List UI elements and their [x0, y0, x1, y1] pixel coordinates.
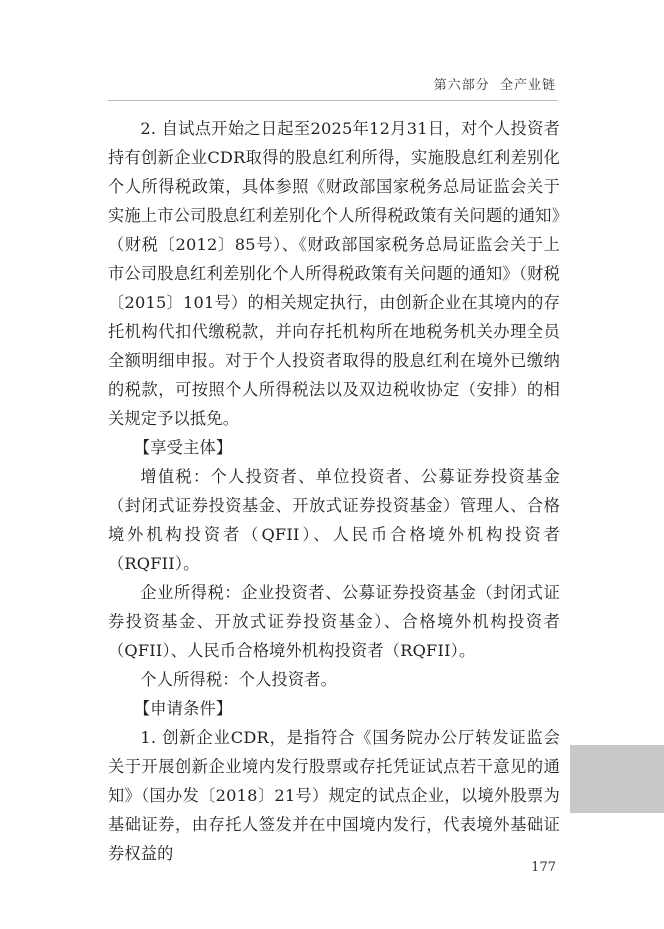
paragraph-corporate-tax: 企业所得税：企业投资者、公募证券投资基金（封闭式证券投资基金、开放式证券投资基金）、合格境外机构投资者（QFII）、人民币合格境外机构投资者（RQFII）。 [108, 583, 560, 660]
header-title: 全产业链 [499, 78, 556, 93]
paragraph-vat: 增值税：个人投资者、单位投资者、公募证券投资基金（封闭式证券投资基金、开放式证券投资基金）管理人、合格境外机构投资者（QFII）、人民币合格境外机构投资者（RQFII）。 [108, 467, 560, 573]
page-number: 177 [531, 860, 556, 875]
body-text [108, 114, 560, 868]
chapter-side-tab [570, 745, 664, 813]
paragraph-dividend-policy: 2. 自试点开始之日起至2025年12月31日，对个人投资者持有创新企业CDR取得的股息红利所得，实施股息红利差别化个人所得税政策，具体参照《财政部国家税务总局证监会关于实施上市公司股息红利差别化个人所得税政策有关问题的通知》（财税〔2012〕85号）、《财政部国家税务总局证监会关于上市公司股息红利差别化个人所得税政策有关问题的通知》（财税〔2015〕101号）的相关规定执行，由创新企业在其境内的存托机构代扣代缴税款，并向存托机构所在地税务机关办理全员全额明细申报。对于个人投资者取得的股息红利在境外已缴纳的税款，可按照个人所得税法以及双边税收协定（安排）的相关规定予以抵免。 [108, 119, 560, 428]
header-part: 第六部分 [433, 78, 490, 93]
section-heading-conditions: 【申请条件】 [133, 699, 233, 718]
section-heading-beneficiaries: 【享受主体】 [133, 438, 233, 457]
paragraph-cdr-definition: 1. 创新企业CDR，是指符合《国务院办公厅转发证监会关于开展创新企业境内发行股票或存托凭证试点若干意见的通知》（国办发〔2018〕21号）规定的试点企业，以境外股票为基础证券，由存托人签发并在中国境内发行，代表境外基础证券权益的 [108, 728, 560, 863]
paragraph-individual-tax: 个人所得税：个人投资者。 [140, 670, 338, 689]
header-divider [108, 100, 558, 101]
running-header [434, 74, 556, 93]
